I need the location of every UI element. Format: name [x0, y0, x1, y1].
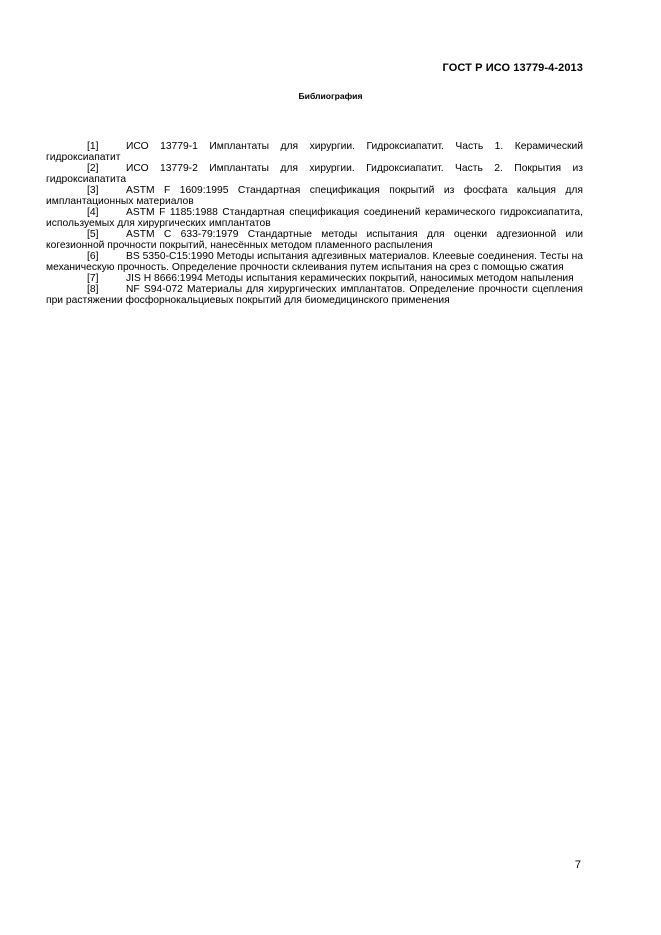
reference-number: [8] [87, 284, 99, 295]
reference-number: [3] [87, 185, 99, 196]
reference-text: BS 5350-C15:1990 Методы испытания адгезивных материалов. Клеевые соединения. Тесты на механическую прочность. Определение прочности склеивания путем испытания на срез с помощью сжатия [46, 251, 583, 273]
reference-item [46, 251, 583, 273]
page-number: 7 [574, 859, 581, 871]
reference-number: [6] [87, 251, 99, 262]
reference-text: ИСО 13779-2 Имплантаты для хирургии. Гидроксиапатит. Часть 2. Покрытия из гидроксиапатита [46, 163, 583, 185]
reference-item [46, 207, 583, 229]
reference-number: [4] [87, 207, 99, 218]
reference-text: ИСО 13779-1 Имплантаты для хирургии. Гидроксиапатит. Часть 1. Керамический гидроксиапатит [46, 141, 583, 163]
reference-number: [5] [87, 229, 99, 240]
reference-text: ASTM C 633-79:1979 Стандартные методы испытания для оценки адгезионной или когезионной прочности покрытий, нанесённых методом пламенного распыления [46, 229, 583, 251]
reference-item [46, 229, 583, 251]
reference-text: ASTM F 1609:1995 Стандартная спецификация покрытий из фосфата кальция для имплантационных материалов [46, 185, 583, 207]
reference-list [46, 141, 583, 306]
reference-item [46, 141, 583, 163]
reference-item [46, 284, 583, 306]
reference-number: [1] [87, 141, 99, 152]
reference-number: [7] [87, 273, 99, 284]
reference-item [46, 163, 583, 185]
bibliography-title: Библиография [298, 91, 363, 101]
reference-number: [2] [87, 163, 99, 174]
reference-item [46, 273, 583, 284]
reference-item [46, 185, 583, 207]
reference-text: JIS H 8666:1994 Методы испытания керамических покрытий, наносимых методом напыления [126, 273, 574, 284]
standard-id: ГОСТ Р ИСО 13779-4-2013 [442, 62, 583, 74]
reference-text: ASTM F 1185:1988 Стандартная спецификация соединений керамического гидроксиапатита, используемых для хирургических имплантатов [46, 207, 583, 229]
reference-text: NF S94-072 Материалы для хирургических имплантатов. Определение прочности сцепления при растяжении фосфорнокальциевых покрытий для биомедицинского применения [46, 284, 583, 306]
